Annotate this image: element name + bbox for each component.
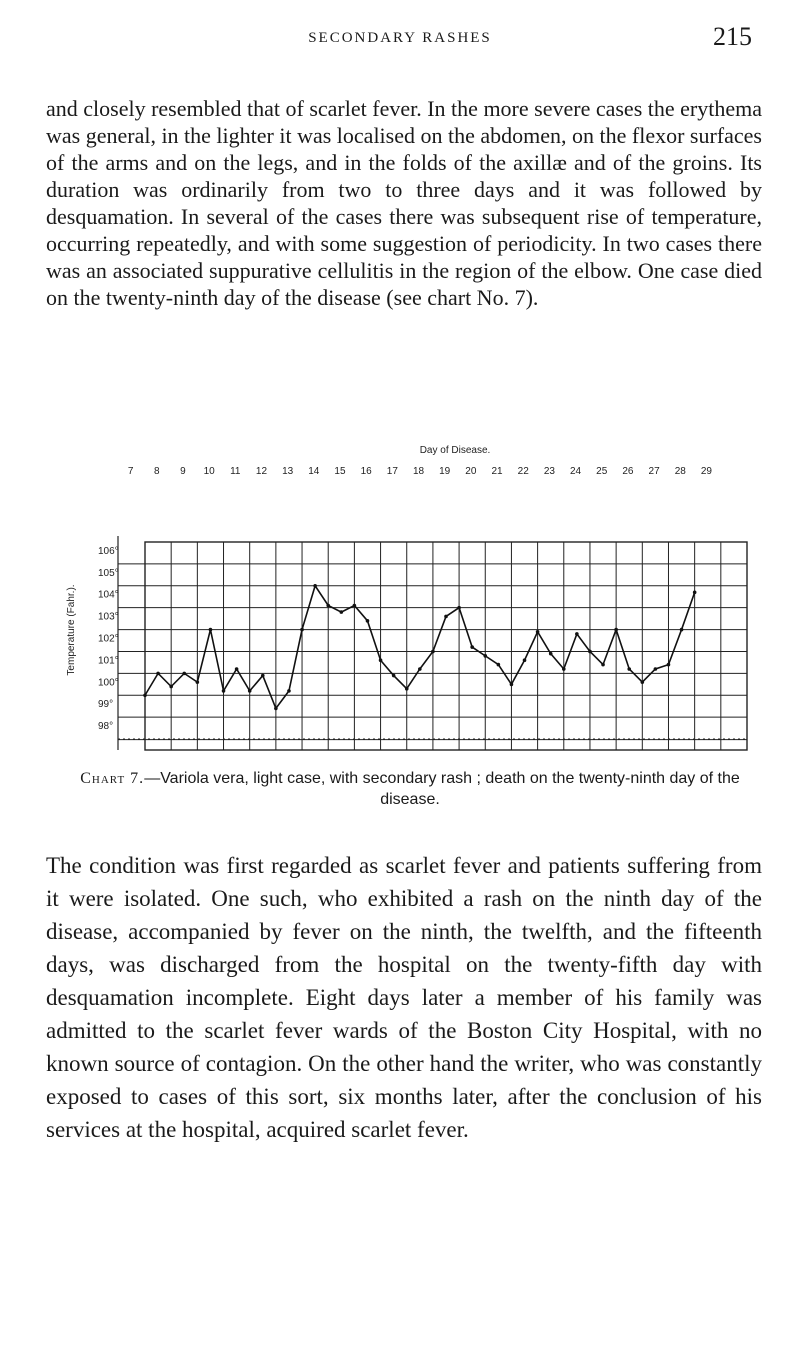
data-point xyxy=(667,663,671,667)
data-point xyxy=(405,687,409,691)
data-point xyxy=(536,630,540,634)
data-point xyxy=(654,667,658,671)
x-tick-label: 24 xyxy=(569,466,582,477)
x-tick-label: 21 xyxy=(491,466,503,477)
data-point xyxy=(483,654,487,658)
data-point xyxy=(261,674,265,678)
series-line xyxy=(145,586,695,709)
x-tick-label: 8 xyxy=(153,466,160,477)
x-tick-label: 29 xyxy=(700,466,712,477)
x-tick-label: 7 xyxy=(127,466,134,477)
y-tick-label: 100° xyxy=(98,677,119,689)
data-point xyxy=(693,591,697,595)
data-point xyxy=(143,693,147,697)
x-tick-label: 20 xyxy=(465,466,477,477)
chart-frame xyxy=(145,542,747,750)
y-tick-label: 99° xyxy=(98,699,114,711)
data-point xyxy=(457,606,461,610)
y-tick-label: 98° xyxy=(98,721,114,733)
data-point xyxy=(222,689,226,693)
data-point xyxy=(209,628,213,632)
page-number: 215 xyxy=(713,22,752,51)
caption-text: —Variola vera, light case, with secondary rash ; death on the twenty-ninth day of the disease. xyxy=(144,770,740,808)
y-tick-label: 106° xyxy=(98,545,119,557)
y-tick-label: 102° xyxy=(98,633,119,645)
x-tick-label: 28 xyxy=(674,466,686,477)
x-tick-label: 18 xyxy=(412,466,425,477)
data-point xyxy=(614,628,618,632)
data-point xyxy=(300,628,304,632)
chart-svg xyxy=(0,440,800,760)
data-point xyxy=(235,667,239,671)
temperature-chart xyxy=(0,440,800,760)
y-tick-label: 103° xyxy=(98,611,119,623)
paragraph-2: The condition was first regarded as scarlet fever and patients suffering from it were isolated. One such, who exhibited a rash on the ninth day of the disease, accompanied by fever on the ninth, the twelfth, and the fifteenth days, was discharged from the hospital on the twenty-fifth day with desquamation incomplete. Eight days later a member of his family was admitted to the scarlet fever wards of the Boston City Hospital, with no known source of contagion. On the other hand the writer, who was constantly exposed to cases of this sort, six months later, after the conclusion of his services at the hospital, acquired scarlet fever. xyxy=(46,853,762,1142)
data-point xyxy=(274,707,278,711)
data-point xyxy=(169,685,173,689)
data-point xyxy=(627,667,631,671)
data-point xyxy=(353,604,357,608)
data-point xyxy=(313,584,317,588)
x-tick-label: 13 xyxy=(282,466,294,477)
y-tick-label: 105° xyxy=(98,567,119,579)
running-head: SECONDARY RASHES xyxy=(308,30,492,46)
data-point xyxy=(680,628,684,632)
data-point xyxy=(366,619,370,623)
x-tick-label: 27 xyxy=(648,466,660,477)
data-point xyxy=(444,615,448,619)
x-tick-label: 12 xyxy=(255,466,268,477)
data-point xyxy=(510,683,514,687)
x-tick-label: 22 xyxy=(517,466,529,477)
data-point xyxy=(379,658,383,662)
x-tick-label: 14 xyxy=(308,466,320,477)
chart-caption xyxy=(60,768,760,810)
page-header xyxy=(0,22,800,60)
y-tick-label: 101° xyxy=(98,655,119,667)
data-point xyxy=(156,672,160,676)
data-point xyxy=(549,652,553,656)
temperature-series xyxy=(143,584,696,710)
chart-title: Day of Disease. xyxy=(419,445,491,456)
data-point xyxy=(248,689,252,693)
data-point xyxy=(497,663,501,667)
data-point xyxy=(340,610,344,614)
x-tick-label: 25 xyxy=(596,466,608,477)
data-point xyxy=(601,663,605,667)
data-point xyxy=(326,604,330,608)
y-tick-labels xyxy=(98,546,119,732)
y-tick-label: 104° xyxy=(98,589,119,601)
x-tick-label: 9 xyxy=(180,466,186,477)
caption-label: Chart 7. xyxy=(80,770,145,787)
x-tick-label: 10 xyxy=(203,466,215,477)
x-tick-label: 16 xyxy=(360,466,372,477)
data-point xyxy=(575,632,579,636)
data-point xyxy=(641,680,645,684)
data-point xyxy=(196,680,200,684)
data-point xyxy=(562,667,566,671)
x-tick-label: 15 xyxy=(334,466,346,477)
data-point xyxy=(392,674,396,678)
data-point xyxy=(182,672,186,676)
data-point xyxy=(470,645,474,649)
x-tick-label: 23 xyxy=(543,466,555,477)
x-tick-label: 26 xyxy=(622,466,634,477)
data-point xyxy=(523,658,527,662)
data-point xyxy=(431,650,435,654)
x-tick-label: 11 xyxy=(230,466,241,477)
data-point xyxy=(588,650,592,654)
y-axis-label: Temperature (Fahr.). xyxy=(66,584,77,676)
paragraph-1: and closely resembled that of scarlet fever. In the more severe cases the erythema was general, in the lighter it was localised on the abdomen, on the flexor surfaces of the arms and on the legs, and in the folds of the axillæ and of the groins. Its duration was ordinarily from two to three days and it was followed by desquamation. In several of the cases there was subsequent rise of temperature, occurring repeatedly, and with some suggestion of periodicity. In two cases there was an associated suppurative cellulitis in the region of the elbow. One case died on the twenty-ninth day of the disease (see chart No. 7). xyxy=(46,96,762,310)
chart-grid xyxy=(118,536,747,750)
x-tick-label: 17 xyxy=(386,466,398,477)
x-tick-label: 19 xyxy=(439,466,451,477)
x-tick-labels xyxy=(128,466,713,477)
data-point xyxy=(287,689,291,693)
data-point xyxy=(418,667,422,671)
